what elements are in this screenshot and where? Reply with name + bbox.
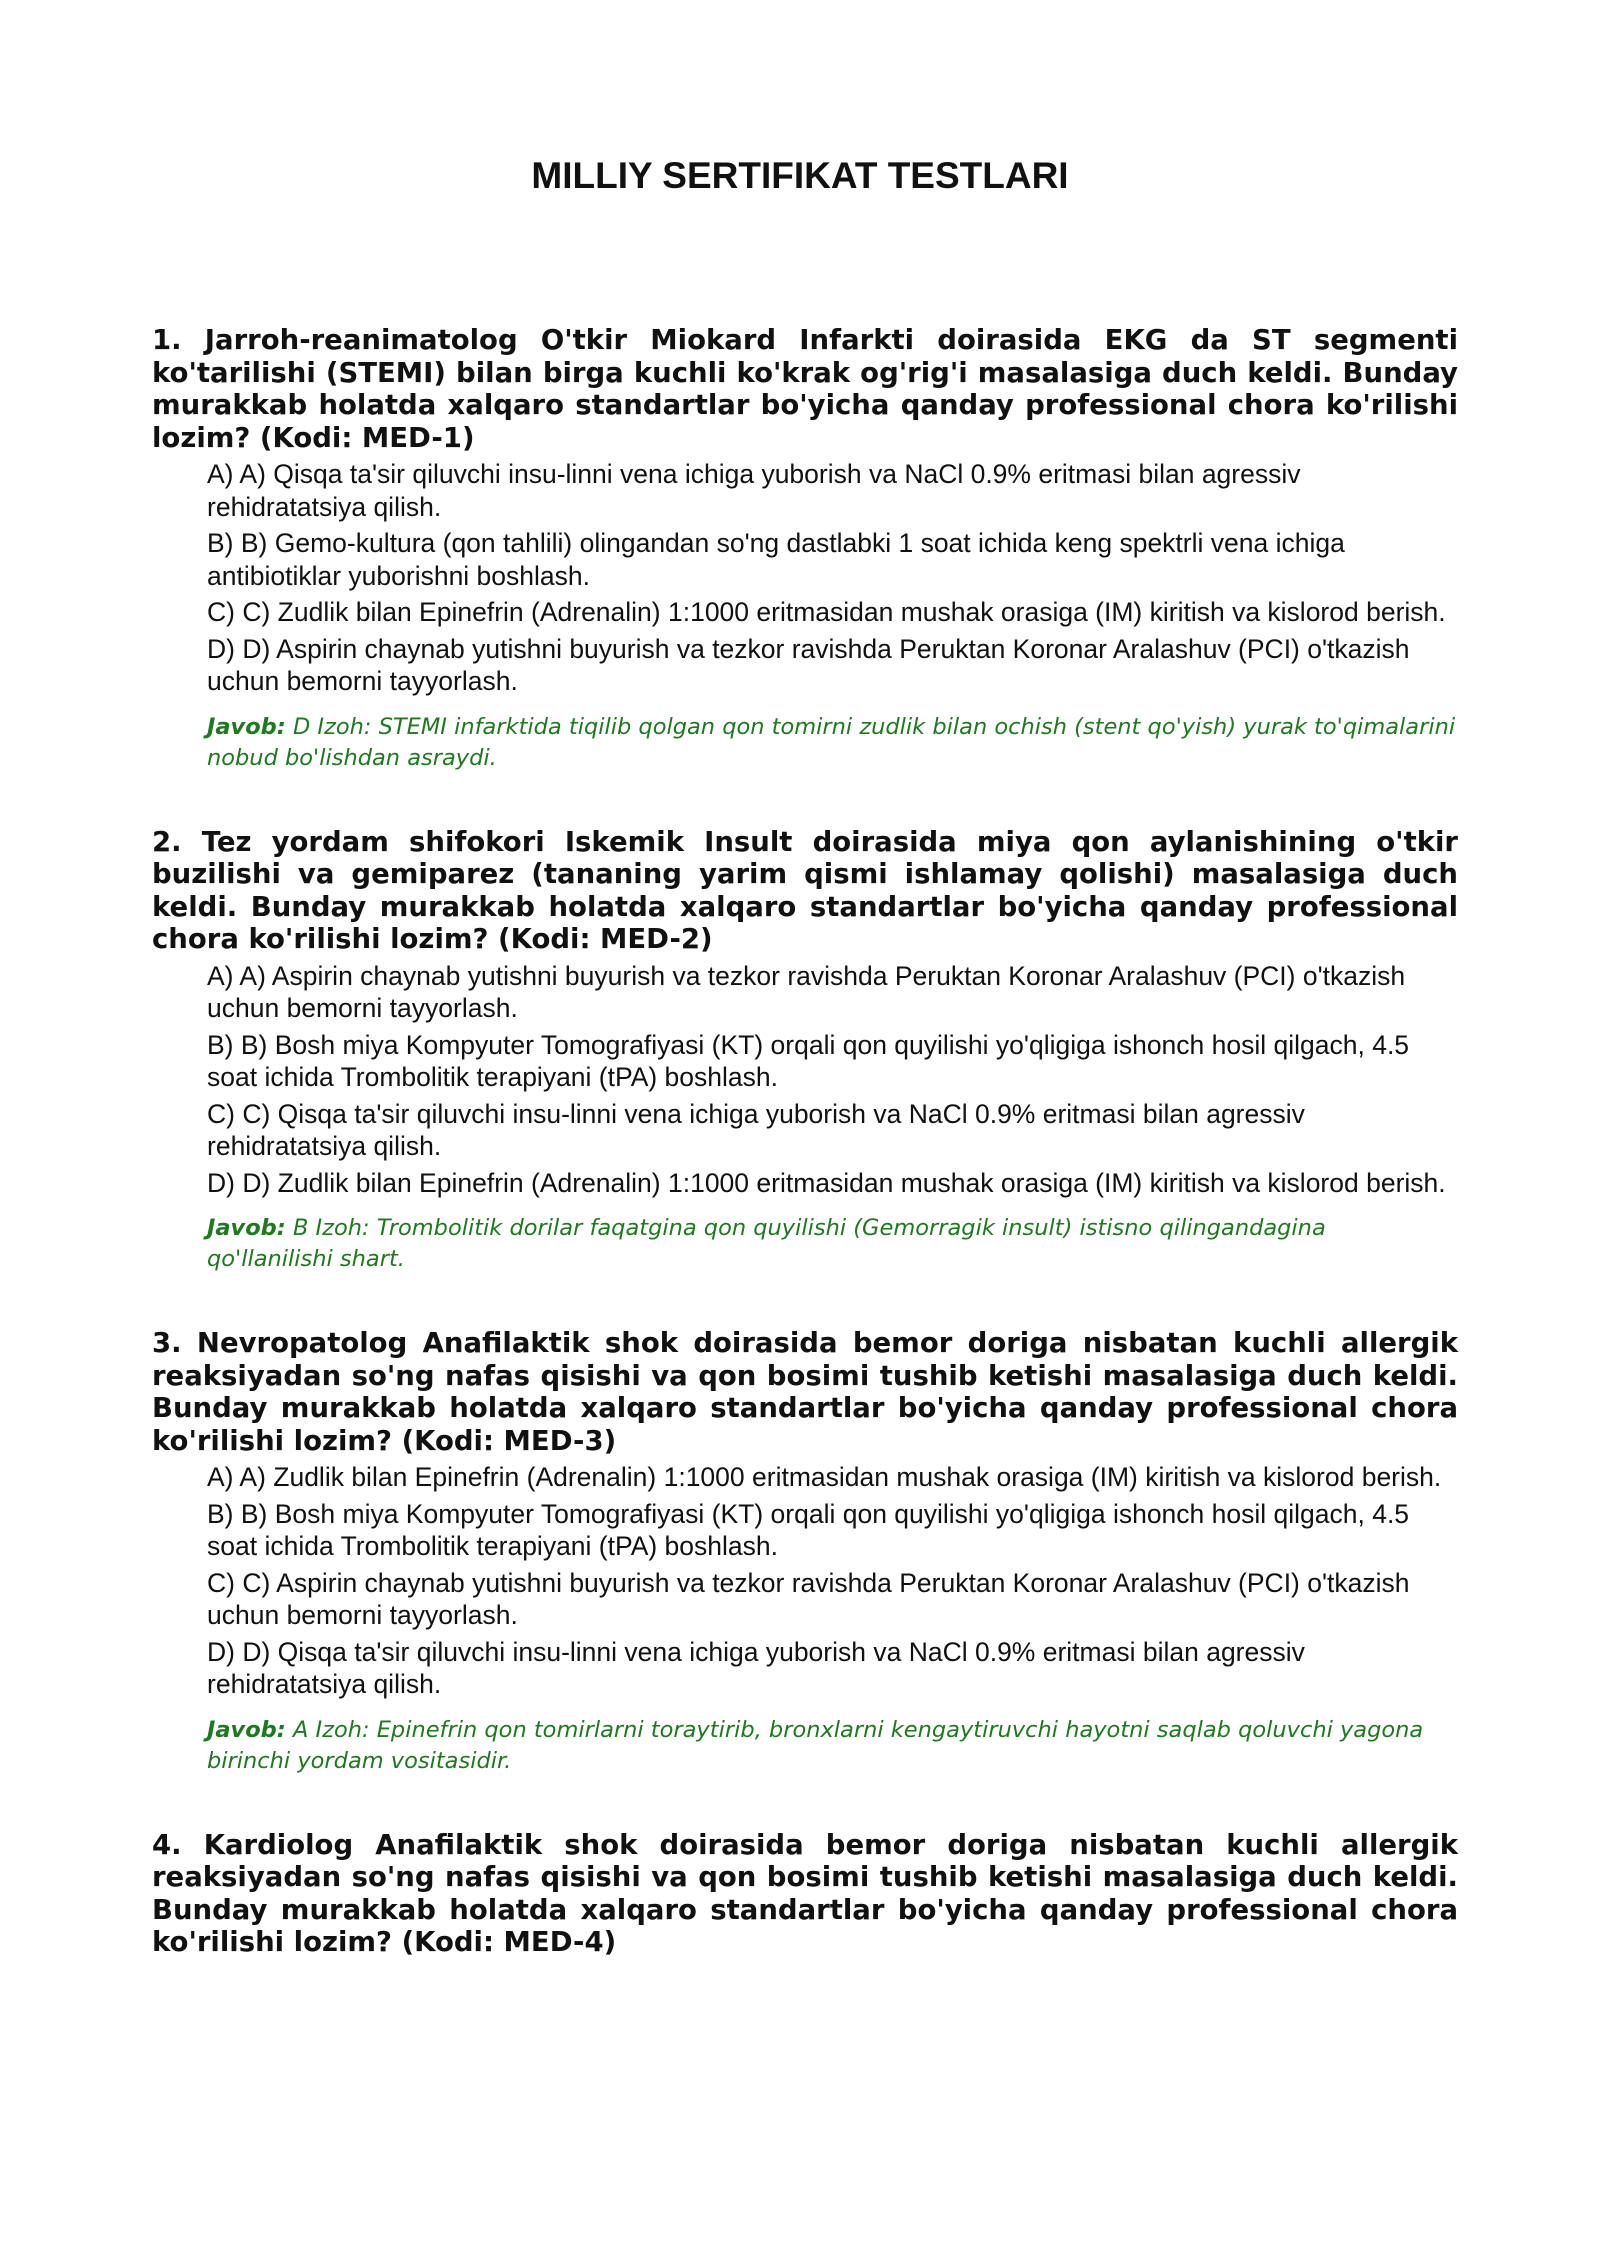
answer-explanation bbox=[207, 712, 1458, 774]
answer-label: Javob: bbox=[207, 1215, 286, 1241]
answer-text: B Izoh: Trombolitik dorilar faqatgina qon quyilishi (Gemorragik insult) istisno qilingandagina qo'llanilishi shart. bbox=[207, 1215, 1326, 1272]
question-text: 3. Nevropatolog Anafilaktik shok doirasida bemor doriga nisbatan kuchli allergik reaksiyadan so'ng nafas qisishi va qon bosimi tushib ketishi masalasiga duch keldi. Bunday murakkab holatda xalqaro standartlar bo'yicha qanday professional chora ko'rilishi lozim? (Kodi: MED-3) bbox=[152, 1327, 1458, 1457]
option-b: B) B) Bosh miya Kompyuter Tomografiyasi (KT) orqali qon quyilishi yo'qligiga ishonch hosil qilgach, 4.5 soat ichida Trombolitik terapiyani (tPA) boshlash. bbox=[207, 1498, 1410, 1561]
answer-options bbox=[207, 960, 1458, 1200]
question-text: 4. Kardiolog Anafilaktik shok doirasida bemor doriga nisbatan kuchli allergik reaksiyadan so'ng nafas qisishi va qon bosimi tushib ketishi masalasiga duch keldi. Bunday murakkab holatda xalqaro standartlar bo'yicha qanday professional chora ko'rilishi lozim? (Kodi: MED-4) bbox=[152, 1828, 1458, 1958]
answer-label: Javob: bbox=[207, 713, 286, 740]
option-c: C) C) Aspirin chaynab yutishni buyurish va tezkor ravishda Peruktan Koronar Aralashuv (PCI) o'tkazish uchun bemorni tayyorlash. bbox=[207, 1567, 1410, 1630]
question-2 bbox=[152, 826, 1458, 1276]
option-a: A) A) Qisqa ta'sir qiluvchi insu-linni vena ichiga yuborish va NaCl 0.9% eritmasi bilan agressiv rehidratatsiya qilish. bbox=[207, 459, 1301, 522]
option-b: B) B) Bosh miya Kompyuter Tomografiyasi (KT) orqali qon quyilishi yo'qligiga ishonch hosil qilgach, 4.5 soat ichida Trombolitik terapiyani (tPA) boshlash. bbox=[207, 1029, 1410, 1092]
option-c: C) C) Qisqa ta'sir qiluvchi insu-linni vena ichiga yuborish va NaCl 0.9% eritmasi bilan agressiv rehidratatsiya qilish. bbox=[207, 1098, 1305, 1161]
answer-explanation bbox=[207, 1715, 1458, 1777]
answer-explanation bbox=[207, 1213, 1458, 1275]
option-b: B) B) Gemo-kultura (qon tahlili) olingandan so'ng dastlabki 1 soat ichida keng spektrli vena ichiga antibiotiklar yuborishni boshlash. bbox=[207, 528, 1345, 591]
document-title: MILLIY SERTIFIKAT TESTLARI bbox=[531, 155, 1069, 196]
question-text: 2. Tez yordam shifokori Iskemik Insult doirasida miya qon aylanishining o'tkir buzilishi va gemiparez (tananing yarim qismi ishlamay qolishi) masalasiga duch keldi. Bunday murakkab holatda xalqaro standartlar bo'yicha qanday professional chora ko'rilishi lozim? (Kodi: MED-2) bbox=[152, 825, 1458, 955]
option-a: A) A) Zudlik bilan Epinefrin (Adrenalin) 1:1000 eritmasidan mushak orasiga (IM) kiritish va kislorod berish. bbox=[207, 1462, 1442, 1492]
question-list bbox=[152, 324, 1458, 2011]
answer-label: Javob: bbox=[207, 1716, 286, 1743]
option-c: C) C) Zudlik bilan Epinefrin (Adrenalin) 1:1000 eritmasidan mushak orasiga (IM) kiritish va kislorod berish. bbox=[207, 597, 1446, 627]
answer-options bbox=[207, 1461, 1458, 1701]
answer-text: D Izoh: STEMI infarktida tiqilib qolgan qon tomirni zudlik bilan ochish (stent qo'yish) yurak to'qimalarini nobud bo'lishdan asraydi. bbox=[207, 713, 1456, 771]
question-3 bbox=[152, 1327, 1458, 1777]
question-1 bbox=[152, 324, 1458, 774]
question-text: 1. Jarroh-reanimatolog O'tkir Miokard Infarkti doirasida EKG da ST segmenti ko'tarilishi (STEMI) bilan birga kuchli ko'krak og'rig'i masalasiga duch keldi. Bunday murakkab holatda xalqaro standartlar bo'yicha qanday professional chora ko'rilishi lozim? (Kodi: MED-1) bbox=[152, 324, 1458, 454]
option-a: A) A) Aspirin chaynab yutishni buyurish va tezkor ravishda Peruktan Koronar Aralashuv (PCI) o'tkazish uchun bemorni tayyorlash. bbox=[207, 960, 1406, 1023]
answer-text: A Izoh: Epinefrin qon tomirlarni toraytirib, bronxlarni kengaytiruvchi hayotni saqlab qoluvchi yagona birinchi yordam vositasidir. bbox=[207, 1716, 1424, 1774]
option-d: D) D) Aspirin chaynab yutishni buyurish va tezkor ravishda Peruktan Koronar Aralashuv (PCI) o'tkazish uchun bemorni tayyorlash. bbox=[207, 633, 1410, 696]
option-d: D) D) Qisqa ta'sir qiluvchi insu-linni vena ichiga yuborish va NaCl 0.9% eritmasi bilan agressiv rehidratatsiya qilish. bbox=[207, 1636, 1305, 1699]
option-d: D) D) Zudlik bilan Epinefrin (Adrenalin) 1:1000 eritmasidan mushak orasiga (IM) kiritish va kislorod berish. bbox=[207, 1167, 1446, 1198]
question-4 bbox=[152, 1829, 1458, 1959]
answer-options bbox=[207, 458, 1458, 698]
